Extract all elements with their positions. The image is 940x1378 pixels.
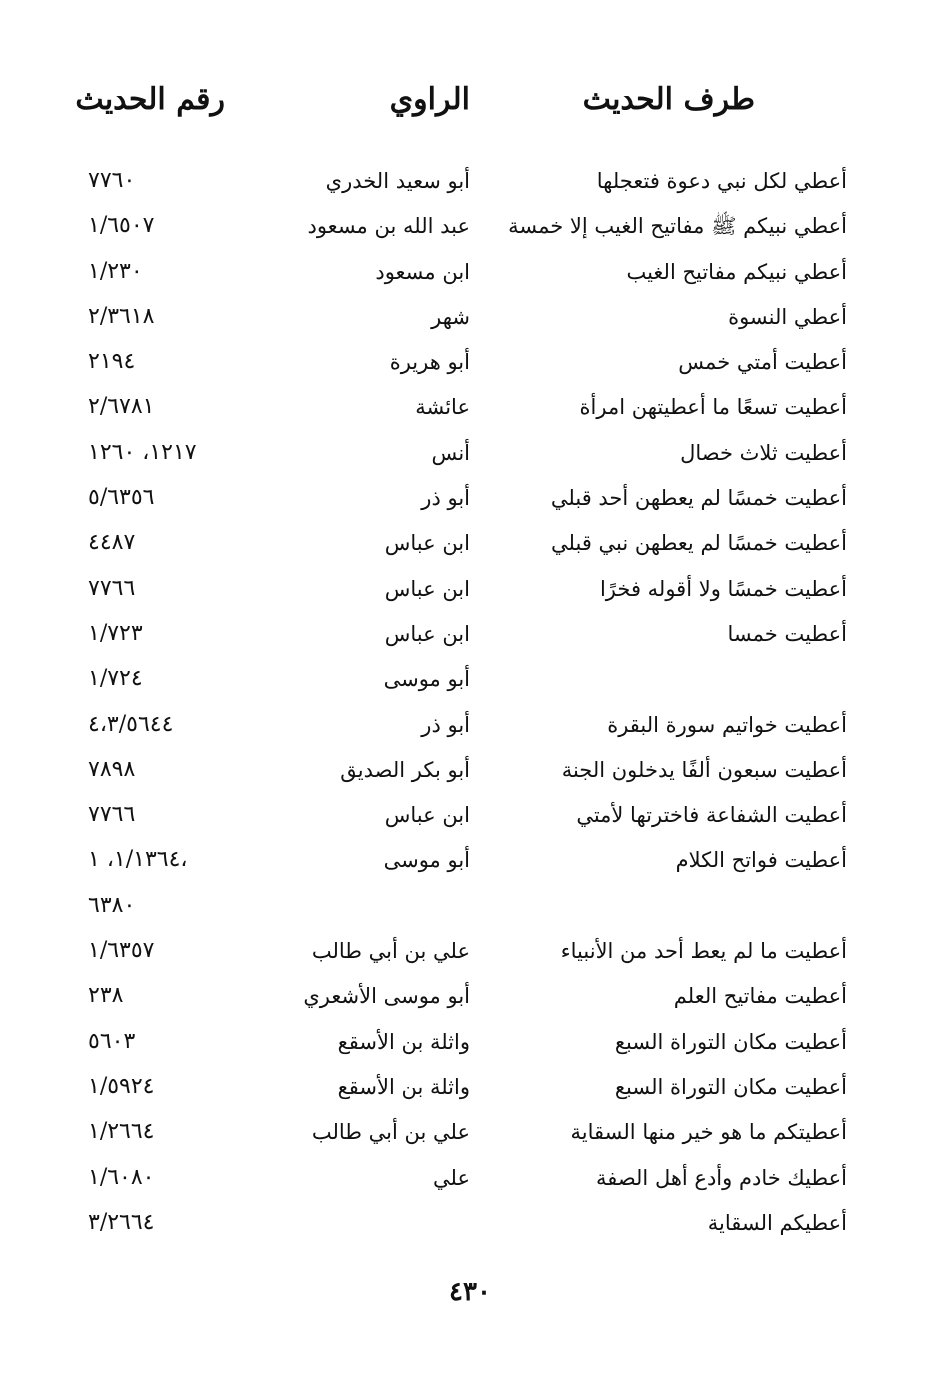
hadith-number: ١٢١٧، ١٢٦٠: [88, 439, 197, 465]
hadith-number: ٤،٣/٥٦٤٤: [88, 711, 174, 737]
table-row: [0, 749, 940, 794]
narrator: أبو موسى: [383, 848, 470, 873]
narrator: أبو ذر: [421, 486, 470, 511]
page-number: ٤٣٠: [449, 1277, 491, 1307]
hadith-text: أعطيت خمسا: [727, 621, 847, 646]
table-row: [0, 160, 940, 205]
hadith-number: ١/٢٦٦٤: [88, 1119, 155, 1145]
table-row: [0, 1111, 940, 1156]
hadith-text: أعطيت الشفاعة فاخترتها لأمتي: [576, 803, 847, 828]
hadith-number: ٢/٦٧٨١: [88, 394, 155, 420]
narrator: أبو موسى الأشعري: [303, 984, 470, 1009]
hadith-number: ٧٧٦٦: [88, 802, 136, 828]
hadith-text: أعطيت خمسًا ولا أقوله فخرًا: [599, 576, 847, 601]
hadith-text: أعطيت تسعًا ما أعطيتهن امرأة: [579, 395, 847, 420]
hadith-number: ١/٥٩٢٤: [88, 1073, 155, 1099]
narrator: أبو ذر: [421, 712, 470, 737]
hadith-text: أعطيت مكان التوراة السبع: [614, 1074, 847, 1099]
hadith-text: أعطيت ما لم يعط أحد من الأنبياء: [560, 939, 847, 964]
table-row: [0, 386, 940, 431]
hadith-number: ١/٧٢٤: [88, 666, 143, 692]
hadith-number: ٧٨٩٨: [88, 756, 136, 782]
table-row: [0, 930, 940, 975]
table-row: [0, 658, 940, 703]
table-row: [0, 432, 940, 477]
narrator: أبو موسى: [383, 667, 470, 692]
hadith-text: أعطي نبيكم ﷺ مفاتيح الغيب إلا خمسة: [508, 214, 847, 239]
hadith-number: ٢١٩٤: [88, 349, 136, 375]
narrator: ابن عباس: [384, 576, 470, 601]
table-row: [0, 251, 940, 296]
hadith-text: أعطي النسوة: [728, 304, 847, 329]
table-row: [0, 341, 940, 386]
hadith-number: ٦٣٨٠: [88, 892, 136, 918]
narrator: ابن عباس: [384, 621, 470, 646]
narrator: أبو سعيد الخدري: [325, 169, 470, 193]
narrator: علي بن أبي طالب: [311, 1120, 470, 1145]
table-row: [0, 1021, 940, 1066]
table-row: [0, 296, 940, 341]
hadith-number: ٥٦٠٣: [88, 1028, 136, 1054]
hadith-number: ٧٧٦٦: [88, 575, 136, 601]
narrator: شهر: [431, 304, 470, 329]
table-row: [0, 704, 940, 749]
hadith-text: أعطيكم السقاية: [707, 1210, 847, 1235]
hadith-number: ٧٧٦٠: [88, 168, 136, 193]
narrator: واثلة بن الأسقع: [337, 1029, 470, 1054]
table-row: [0, 975, 940, 1020]
narrator: ابن عباس: [384, 803, 470, 828]
table-row: [0, 1202, 940, 1247]
narrator: ابن مسعود: [375, 259, 470, 284]
narrator: أبو هريرة: [389, 350, 470, 375]
hadith-text: أعطي نبيكم مفاتيح الغيب: [626, 259, 847, 284]
table-row: [0, 1066, 940, 1111]
hadith-number: ١/٦٥٠٧: [88, 213, 155, 239]
hadith-text: أعطيت خمسًا لم يعطهن نبي قبلي: [551, 531, 847, 556]
hadith-text: أعطيتكم ما هو خير منها السقاية: [570, 1120, 847, 1145]
hadith-number: ٢٣٨: [88, 983, 124, 1009]
narrator: أبو بكر الصديق: [340, 757, 470, 782]
hadith-text: أعطيت فواتح الكلام: [675, 848, 847, 873]
narrator: ابن عباس: [384, 531, 470, 556]
hadith-number: ١/٦٠٨٠: [88, 1164, 155, 1190]
index-table: [0, 160, 940, 1247]
hadith-text: أعطيت ثلاث خصال: [680, 440, 847, 465]
hadith-text: أعطيت أمتي خمس: [678, 350, 847, 375]
hadith-text: أعطيك خادم وأدع أهل الصفة: [595, 1165, 847, 1190]
narrator: عبد الله بن مسعود: [307, 214, 470, 239]
hadith-number: ٥/٦٣٥٦: [88, 485, 155, 511]
narrator: علي: [433, 1165, 470, 1190]
hadith-number: ٤٤٨٧: [88, 530, 136, 556]
table-row: [0, 568, 940, 613]
hadith-text: أعطي لكل نبي دعوة فتعجلها: [596, 169, 847, 193]
hadith-text: أعطيت خمسًا لم يعطهن أحد قبلي: [550, 486, 847, 511]
hadith-number: ١/٢٣٠: [88, 258, 143, 284]
hadith-number: ٢/٣٦١٨: [88, 303, 155, 329]
table-row: [0, 794, 940, 839]
table-row: [0, 205, 940, 250]
narrator: عائشة: [415, 395, 470, 420]
table-row: [0, 839, 940, 884]
table-row: [0, 885, 940, 930]
header-hadith-text: طرف الحديث: [582, 82, 755, 117]
table-row: [0, 1157, 940, 1202]
table-row: [0, 477, 940, 522]
hadith-number: ١/٦٣٥٧: [88, 938, 155, 964]
hadith-text: أعطيت مكان التوراة السبع: [614, 1029, 847, 1054]
narrator: أنس: [431, 440, 470, 465]
table-row: [0, 522, 940, 567]
header-narrator: الراوي: [389, 82, 470, 117]
hadith-number: ١/٧٢٣: [88, 620, 143, 646]
hadith-number: ٣/٢٦٦٤: [88, 1209, 155, 1235]
narrator: علي بن أبي طالب: [311, 939, 470, 964]
narrator: واثلة بن الأسقع: [337, 1074, 470, 1099]
header-hadith-number: رقم الحديث: [75, 82, 225, 117]
hadith-text: أعطيت مفاتيح العلم: [673, 984, 847, 1009]
table-row: [0, 613, 940, 658]
hadith-text: أعطيت خواتيم سورة البقرة: [607, 712, 847, 737]
hadith-text: أعطيت سبعون ألفًا يدخلون الجنة: [561, 757, 847, 782]
hadith-number: ١/١٣٦٤، ١،: [88, 847, 188, 873]
